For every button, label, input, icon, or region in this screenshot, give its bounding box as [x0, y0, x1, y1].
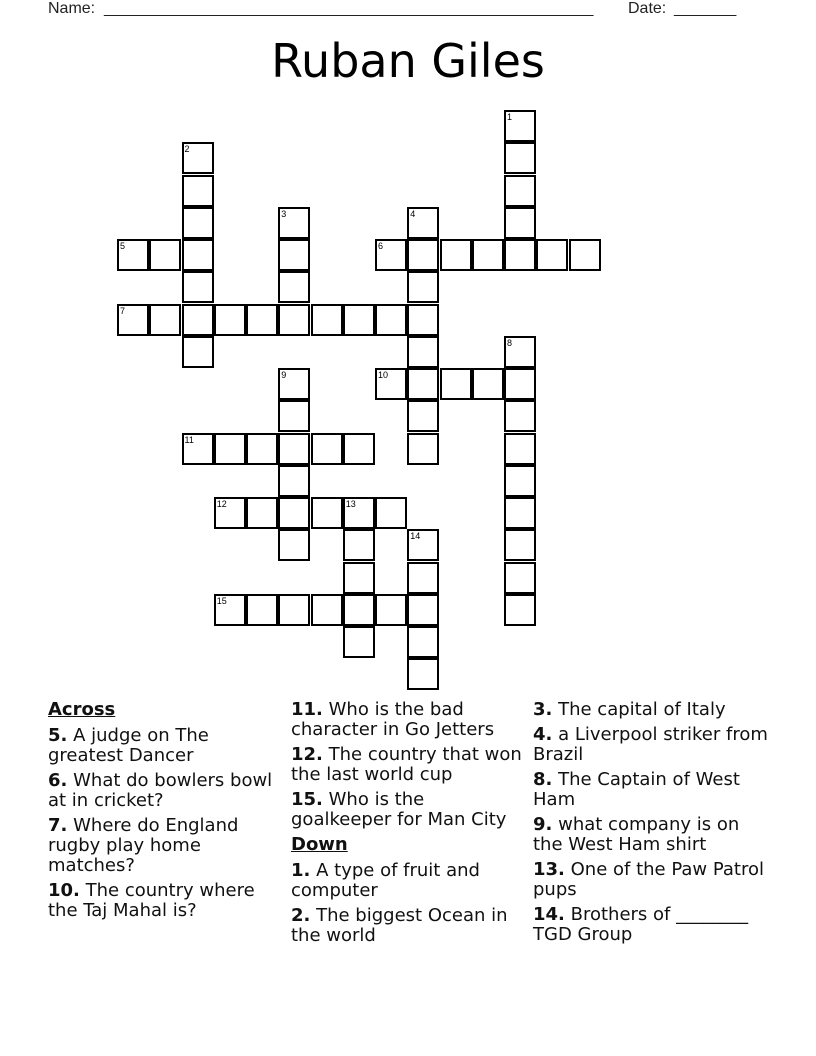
grid-cell[interactable] — [246, 433, 278, 465]
grid-cell[interactable] — [278, 271, 310, 303]
clue-down-1: 1. A type of fruit and computer — [291, 860, 480, 901]
grid-cell-6[interactable] — [375, 239, 407, 271]
clue-number: 3 — [281, 208, 287, 219]
grid-cell-14[interactable] — [407, 529, 439, 561]
grid-cell[interactable] — [278, 400, 310, 432]
grid-cell[interactable] — [375, 304, 407, 336]
grid-cell[interactable] — [343, 594, 375, 626]
down-heading: Down — [291, 834, 348, 855]
grid-cell[interactable] — [407, 304, 439, 336]
grid-cell[interactable] — [214, 433, 246, 465]
name-field[interactable]: _______________________________________________________ — [104, 0, 594, 17]
clues-column-3 — [533, 700, 773, 950]
date-field[interactable]: _______ — [674, 0, 737, 17]
clue-number: 11 — [184, 434, 194, 445]
clue-down-9: 9. what company is on the West Ham shirt — [533, 814, 740, 855]
clue-number: 12 — [216, 499, 227, 509]
grid-cell[interactable] — [504, 497, 536, 529]
grid-cell[interactable] — [440, 368, 472, 400]
grid-cell[interactable] — [536, 239, 568, 271]
grid-cell[interactable] — [149, 304, 181, 336]
grid-cell[interactable] — [311, 304, 343, 336]
clue-across-10: 10. The country where the Taj Mahal is? — [48, 880, 255, 921]
clue-number: 5 — [120, 241, 126, 251]
grid-cell[interactable] — [343, 433, 375, 465]
grid-cell[interactable] — [407, 433, 439, 465]
name-label: Name: — [48, 0, 96, 17]
grid-cell[interactable] — [504, 433, 536, 465]
grid-cell[interactable] — [504, 142, 536, 174]
grid-cell[interactable] — [343, 529, 375, 561]
grid-cell[interactable] — [440, 239, 472, 271]
across-heading: Across — [48, 699, 116, 720]
clue-number: 6 — [378, 241, 384, 251]
grid-cell-7[interactable] — [117, 304, 149, 336]
grid-cell[interactable] — [278, 465, 310, 497]
grid-cell[interactable] — [278, 529, 310, 561]
clue-across-15: 15. Who is the goalkeeper for Man City — [291, 789, 507, 830]
grid-cell[interactable] — [278, 594, 310, 626]
grid-cell[interactable] — [504, 368, 536, 400]
grid-cell[interactable] — [504, 465, 536, 497]
grid-cell-13[interactable] — [343, 497, 375, 529]
grid-cell[interactable] — [214, 304, 246, 336]
grid-cell-4[interactable] — [407, 207, 439, 239]
grid-cell[interactable] — [343, 626, 375, 658]
clue-number: 9 — [281, 370, 287, 380]
grid-cell[interactable] — [472, 368, 504, 400]
grid-cell[interactable] — [246, 497, 278, 529]
grid-cell[interactable] — [407, 594, 439, 626]
clue-across-7: 7. Where do England rugby play home matches? — [48, 815, 239, 876]
grid-cell[interactable] — [182, 175, 214, 207]
grid-cell-1[interactable] — [504, 110, 536, 142]
clue-down-3: 3. The capital of Italy — [533, 699, 726, 720]
grid-cell-3[interactable] — [278, 207, 310, 239]
clue-number: 7 — [120, 305, 126, 316]
grid-cell-11[interactable] — [182, 433, 214, 465]
grid-cell[interactable] — [278, 433, 310, 465]
clue-across-5: 5. A judge on The greatest Dancer — [48, 725, 209, 766]
clue-down-13: 13. One of the Paw Patrol pups — [533, 859, 765, 900]
grid-cell[interactable] — [375, 594, 407, 626]
grid-cell[interactable] — [504, 239, 536, 271]
grid-cell[interactable] — [311, 433, 343, 465]
grid-cell-2[interactable] — [182, 142, 214, 174]
grid-cell-15[interactable] — [214, 594, 246, 626]
grid-cell[interactable] — [407, 562, 439, 594]
clue-across-6: 6. What do bowlers bowl at in cricket? — [48, 770, 273, 811]
grid-cell[interactable] — [504, 400, 536, 432]
grid-cell-10[interactable] — [375, 368, 407, 400]
grid-cell[interactable] — [504, 207, 536, 239]
grid-cell[interactable] — [375, 497, 407, 529]
clue-down-2: 2. The biggest Ocean in the world — [291, 905, 508, 946]
grid-cell[interactable] — [311, 594, 343, 626]
grid-cell[interactable] — [343, 304, 375, 336]
clues-column-1 — [48, 700, 278, 926]
grid-cell[interactable] — [472, 239, 504, 271]
puzzle-title: Ruban Giles — [271, 34, 545, 88]
clue-number: 13 — [345, 499, 356, 509]
clues-column-2 — [291, 700, 523, 951]
clue-number: 4 — [410, 208, 416, 219]
grid-cell[interactable] — [311, 497, 343, 529]
grid-cell[interactable] — [504, 562, 536, 594]
grid-cell[interactable] — [407, 626, 439, 658]
clue-number: 15 — [216, 595, 227, 606]
grid-cell[interactable] — [343, 562, 375, 594]
date-label: Date: — [628, 0, 667, 17]
grid-cell[interactable] — [504, 594, 536, 626]
grid-cell[interactable] — [149, 239, 181, 271]
clue-number: 10 — [378, 370, 389, 380]
grid-cell[interactable] — [246, 594, 278, 626]
grid-cell[interactable] — [182, 336, 214, 368]
grid-cell[interactable] — [407, 368, 439, 400]
grid-cell-8[interactable] — [504, 336, 536, 368]
grid-cell[interactable] — [182, 304, 214, 336]
grid-cell[interactable] — [407, 336, 439, 368]
clue-across-11: 11. Who is the bad character in Go Jetters — [291, 699, 495, 740]
grid-cell[interactable] — [278, 304, 310, 336]
clue-number: 2 — [184, 144, 190, 155]
grid-cell[interactable] — [278, 497, 310, 529]
grid-cell[interactable] — [407, 400, 439, 432]
grid-cell[interactable] — [182, 271, 214, 303]
grid-cell[interactable] — [504, 175, 536, 207]
grid-cell-9[interactable] — [278, 368, 310, 400]
grid-cell-12[interactable] — [214, 497, 246, 529]
clue-number: 8 — [507, 337, 513, 348]
grid-cell[interactable] — [407, 658, 439, 690]
grid-cell[interactable] — [246, 304, 278, 336]
grid-cell[interactable] — [278, 239, 310, 271]
clue-number: 14 — [410, 531, 421, 542]
clue-number: 1 — [507, 112, 513, 122]
grid-cell[interactable] — [182, 207, 214, 239]
grid-cell-5[interactable] — [117, 239, 149, 271]
grid-cell[interactable] — [504, 529, 536, 561]
clue-down-8: 8. The Captain of West Ham — [533, 769, 740, 810]
grid-cell[interactable] — [407, 239, 439, 271]
grid-cell[interactable] — [569, 239, 601, 271]
clue-down-14: 14. Brothers of ________ TGD Group — [533, 904, 749, 945]
clue-down-4: 4. a Liverpool striker from Brazil — [533, 724, 768, 765]
grid-cell[interactable] — [182, 239, 214, 271]
clue-across-12: 12. The country that won the last world cup — [291, 744, 522, 785]
grid-cell[interactable] — [407, 271, 439, 303]
